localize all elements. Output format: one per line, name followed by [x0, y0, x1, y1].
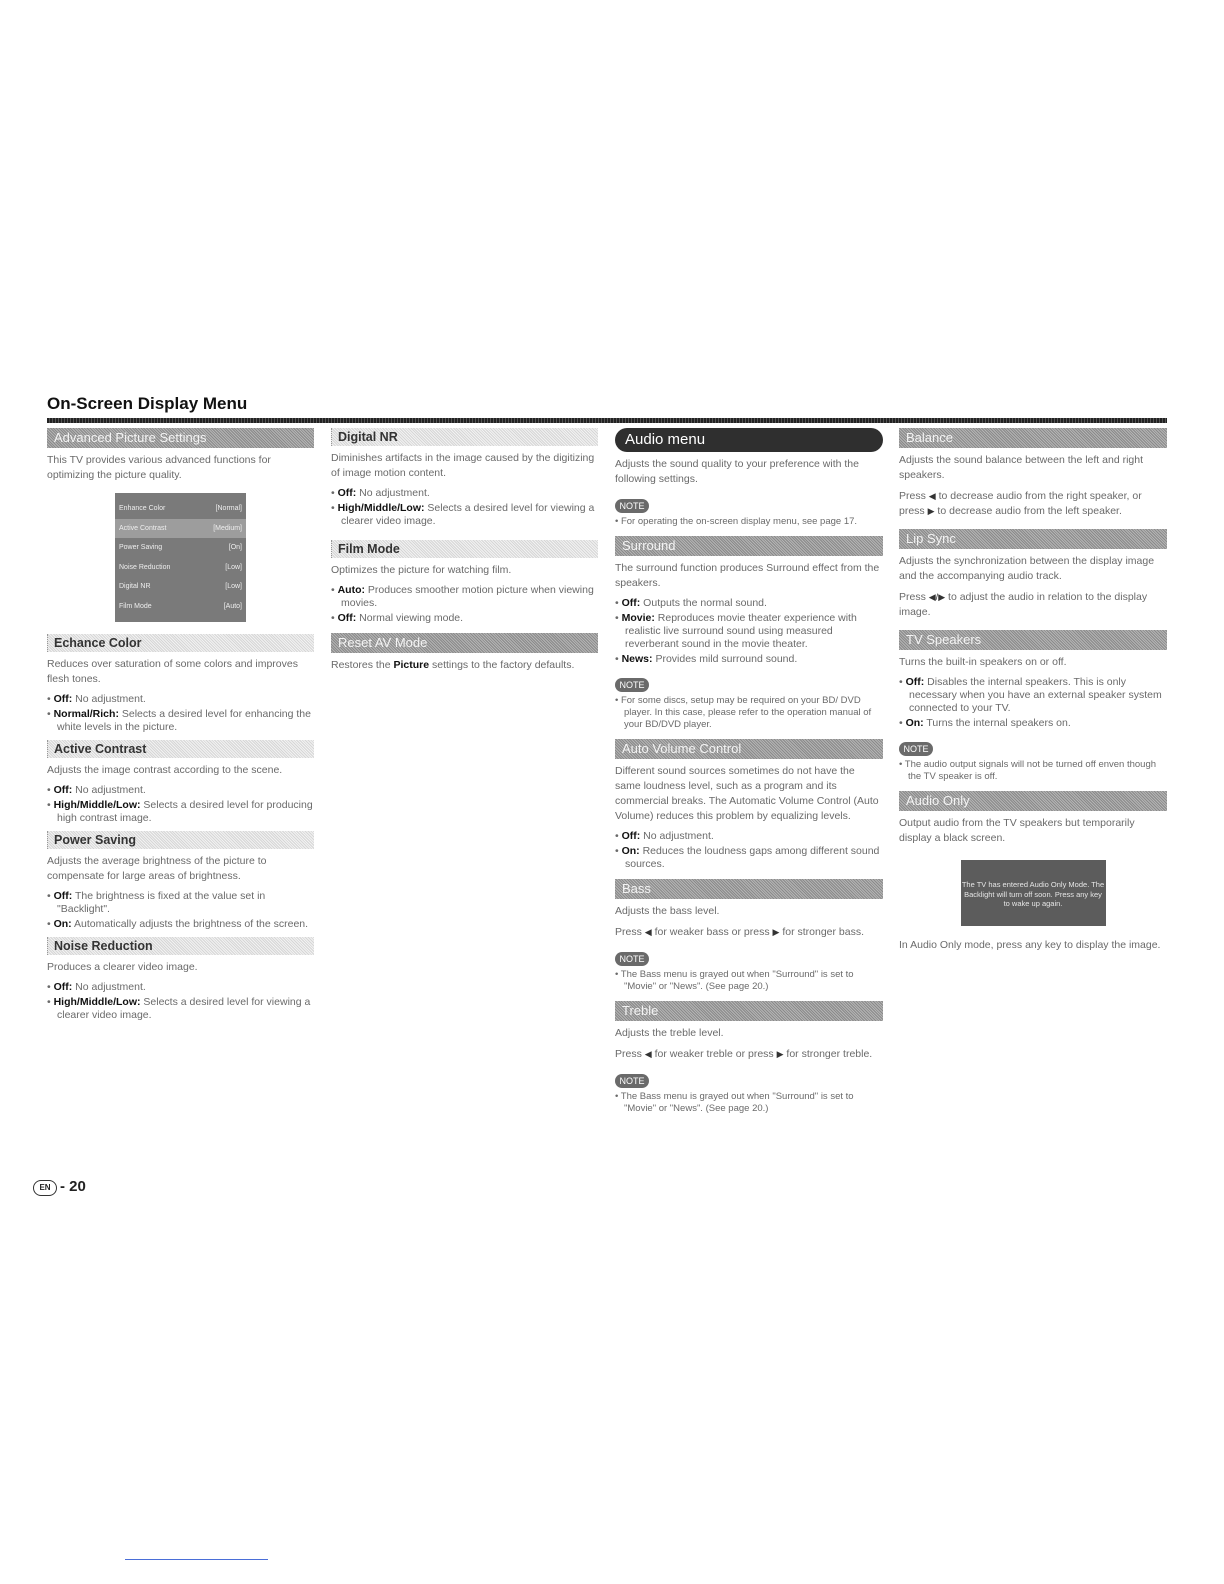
section-heading-auto-volume-control: Auto Volume Control [615, 739, 883, 759]
option-item: • High/Middle/Low: Selects a desired level for producing high contrast image. [47, 799, 313, 824]
section-text: Optimizes the picture for watching film. [331, 564, 512, 576]
option-list [47, 693, 314, 734]
note-badge: NOTE [615, 1074, 649, 1088]
menu-row: Film Mode [Auto] [119, 602, 242, 610]
note-list: • For operating the on-screen display menu, see page 17. [615, 516, 858, 527]
menu-row: Active Contrast [Medium] [115, 519, 246, 539]
section-text: Press ◀/▶ to adjust the audio in relation to the display image. [899, 591, 1148, 618]
section-heading-digital-nr: Digital NR [331, 428, 598, 446]
section-text: Produces a clearer video image. [47, 961, 198, 973]
option-item: • Off: The brightness is fixed at the value set in "Backlight". [47, 890, 266, 915]
section-text: Adjusts the sound balance between the left and right speakers. [899, 454, 1144, 481]
section-heading-active-contrast: Active Contrast [47, 740, 314, 758]
section-text: Output audio from the TV speakers but temporarily display a black screen. [899, 817, 1135, 844]
note-list: • For some discs, setup may be required on your BD/ DVD player. In this case, please refer to the operation manual of your BD/DVD player. [615, 695, 872, 730]
option-list [899, 676, 1167, 730]
note-list: • The Bass menu is grayed out when "Surround" is set to "Movie" or "News". (See page 20.) [615, 1091, 854, 1114]
section-heading-film-mode: Film Mode [331, 540, 598, 558]
note-list: • The audio output signals will not be turned off enven though the TV speaker is off. [899, 759, 1157, 782]
section-heading-surround: Surround [615, 536, 883, 556]
section-heading-audio-menu: Audio menu [615, 428, 883, 452]
section-heading-lip-sync: Lip Sync [899, 529, 1167, 549]
section-heading-advanced-picture: Advanced Picture Settings [47, 428, 314, 448]
note-badge: NOTE [615, 499, 649, 513]
column-4 [899, 428, 1167, 959]
option-item: • Off: Disables the internal speakers. This is only necessary when you have an external speaker system connected to your TV. [899, 676, 1162, 714]
right-arrow-icon: ▶ [927, 506, 935, 516]
option-item: • Off: Outputs the normal sound. [615, 597, 767, 609]
section-text: Adjusts the sound quality to your preference with the following settings. [615, 458, 859, 485]
section-heading-balance: Balance [899, 428, 1167, 448]
section-text: The surround function produces Surround effect from the speakers. [615, 562, 880, 589]
option-list [615, 830, 883, 871]
section-text: Diminishes artifacts in the image caused by the digitizing of image motion content. [331, 452, 595, 479]
option-item: • On: Automatically adjusts the brightness of the screen. [47, 918, 309, 930]
note-badge: NOTE [615, 952, 649, 966]
option-item: • Movie: Reproduces movie theater experience with realistic live surround sound using measured reverberant sound in the movie theater. [615, 612, 857, 650]
section-text: Adjusts the average brightness of the picture to compensate for large areas of brightness. [47, 855, 267, 882]
option-item: • Normal/Rich: Selects a desired level for enhancing the white levels in the picture. [47, 708, 311, 733]
left-right-arrow-icon: ◀/▶ [928, 592, 946, 602]
option-item: • Off: No adjustment. [331, 487, 430, 499]
column-1 [47, 428, 314, 1028]
section-text: Press ◀ to decrease audio from the right speaker, or press ▶ to decrease audio from the left speaker. [899, 490, 1142, 517]
option-list [47, 981, 314, 1022]
menu-row: Noise Reduction [Low] [119, 563, 242, 571]
note-badge: NOTE [615, 678, 649, 692]
column-3 [615, 428, 883, 1123]
audio-only-screenshot: The TV has entered Audio Only Mode. The Backlight will turn off soon. Press any key to wake up again. [961, 860, 1106, 926]
note-list: • The Bass menu is grayed out when "Surround" is set to "Movie" or "News". (See page 20.) [615, 969, 854, 992]
right-arrow-icon: ▶ [772, 927, 780, 937]
section-heading-audio-only: Audio Only [899, 791, 1167, 811]
option-list [331, 487, 598, 528]
divider-line [125, 1559, 268, 1560]
section-heading-noise-reduction: Noise Reduction [47, 937, 314, 955]
section-text: Adjusts the image contrast according to the scene. [47, 764, 283, 776]
section-heading-reset-av-mode: Reset AV Mode [331, 633, 598, 653]
section-text: Press ◀ for weaker bass or press ▶ for stronger bass. [615, 926, 865, 938]
menu-row: Enhance Color [Normal] [119, 505, 242, 512]
menu-row: Digital NR [Low] [119, 583, 242, 590]
option-item: • On: Turns the internal speakers on. [899, 717, 1071, 729]
note-badge: NOTE [899, 742, 933, 756]
option-item: • Off: No adjustment. [615, 830, 714, 842]
section-text: Press ◀ for weaker treble or press ▶ for stronger treble. [615, 1048, 873, 1060]
section-text: In Audio Only mode, press any key to display the image. [899, 939, 1161, 951]
section-text: Adjusts the treble level. [615, 1027, 724, 1039]
section-text: Different sound sources sometimes do not have the same loudness level, such as a program and its commercial breaks. The Automatic Volume Control (Auto Volume) reduces this problem by equalizing levels. [615, 765, 879, 822]
section-text: Turns the built-in speakers on or off. [899, 656, 1067, 668]
option-item: • Off: No adjustment. [47, 693, 146, 705]
left-arrow-icon: ◀ [644, 927, 652, 937]
section-heading-echance-color: Echance Color [47, 634, 314, 652]
option-item: • High/Middle/Low: Selects a desired level for viewing a clearer video image. [47, 996, 311, 1021]
section-text: This TV provides various advanced functions for optimizing the picture quality. [47, 454, 271, 481]
title-rule [47, 418, 1167, 423]
en-language-icon: EN [33, 1180, 57, 1196]
option-item: • On: Reduces the loudness gaps among different sound sources. [615, 845, 880, 870]
right-arrow-icon: ▶ [776, 1049, 784, 1059]
section-heading-power-saving: Power Saving [47, 831, 314, 849]
option-item: • Off: No adjustment. [47, 784, 146, 796]
option-list [47, 890, 314, 931]
option-item: • Auto: Produces smoother motion picture when viewing movies. [331, 584, 594, 609]
option-item: • Off: No adjustment. [47, 981, 146, 993]
left-arrow-icon: ◀ [928, 491, 936, 501]
page-title: On-Screen Display Menu [47, 394, 248, 413]
left-arrow-icon: ◀ [644, 1049, 652, 1059]
section-heading-treble: Treble [615, 1001, 883, 1021]
section-text: Restores the Picture settings to the factory defaults. [331, 659, 575, 671]
option-list [47, 784, 314, 825]
section-text: Reduces over saturation of some colors and improves flesh tones. [47, 658, 298, 685]
option-item: • News: Provides mild surround sound. [615, 653, 798, 665]
column-2 [331, 428, 598, 679]
option-item: • Off: Normal viewing mode. [331, 612, 464, 624]
option-list [331, 584, 598, 625]
section-text: Adjusts the bass level. [615, 905, 720, 917]
advanced-menu-screenshot [115, 493, 246, 622]
option-item: • High/Middle/Low: Selects a desired level for viewing a clearer video image. [331, 502, 595, 527]
section-heading-tv-speakers: TV Speakers [899, 630, 1167, 650]
page-number: EN - 20 [33, 1178, 86, 1196]
menu-row: Power Saving [On] [119, 544, 242, 551]
section-text: Adjusts the synchronization between the display image and the accompanying audio track. [899, 555, 1155, 582]
option-list [615, 597, 883, 666]
section-heading-bass: Bass [615, 879, 883, 899]
